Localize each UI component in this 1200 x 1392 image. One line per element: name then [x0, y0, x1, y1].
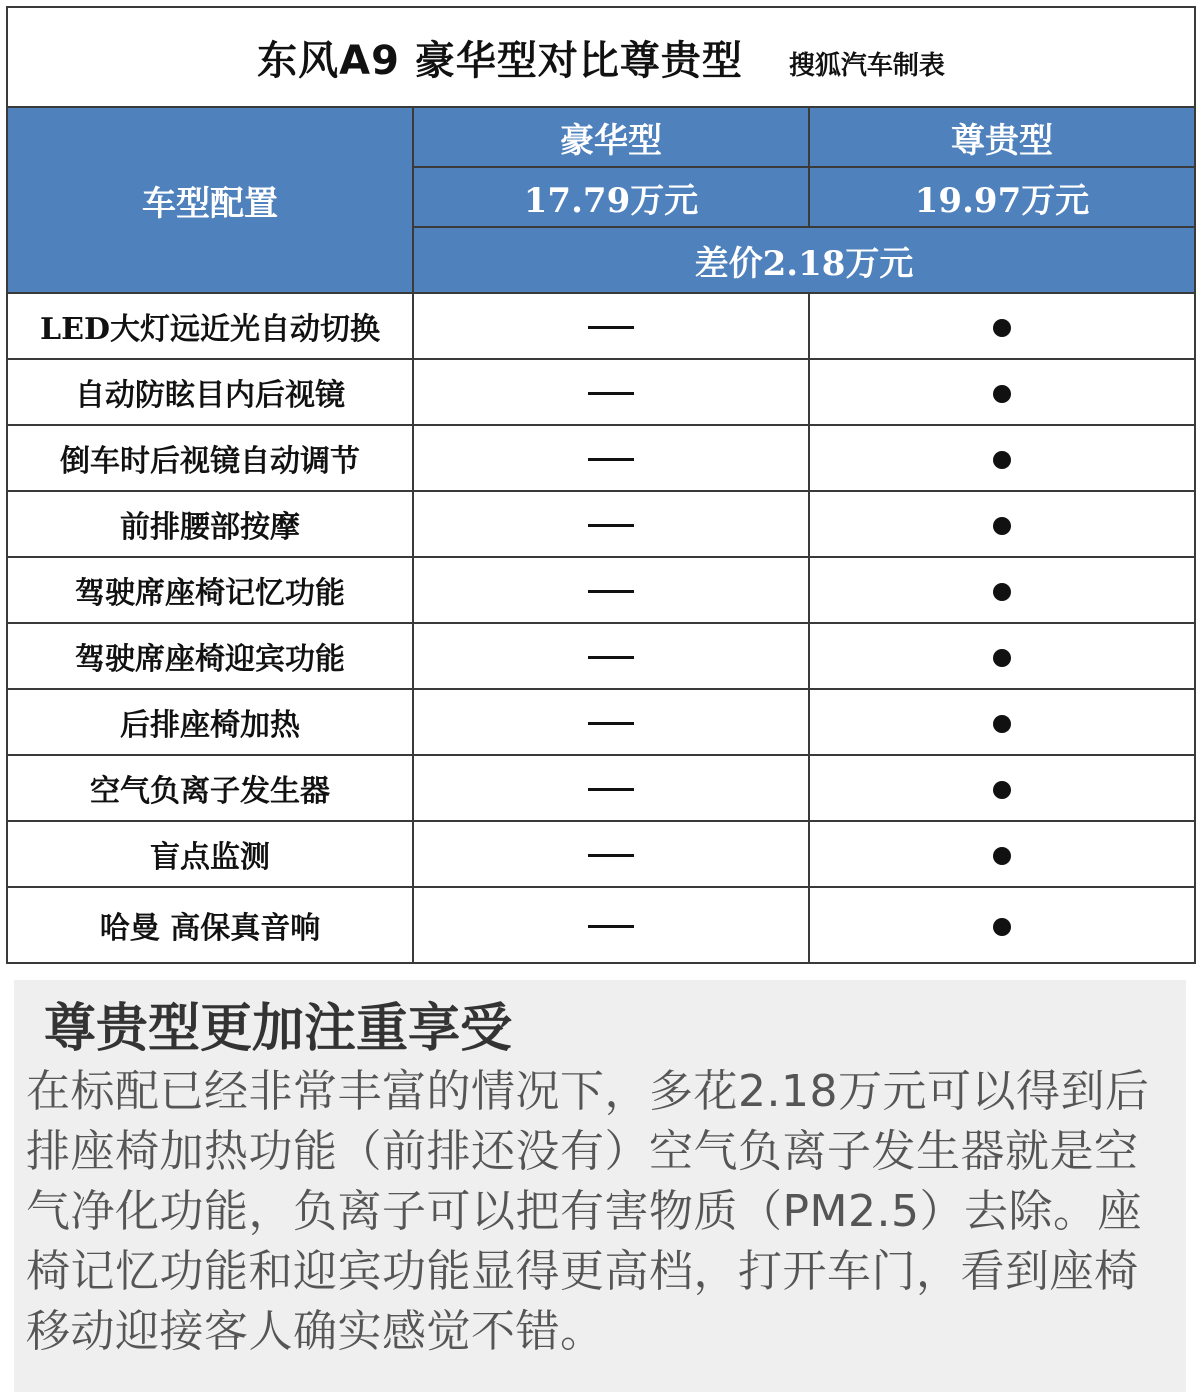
comparison-sheet	[6, 6, 1194, 964]
table-source: 搜狐汽车制表	[788, 50, 945, 81]
trim-b-value-cell	[809, 821, 1195, 887]
trim-a-value-cell	[413, 425, 809, 491]
commentary-title: 尊贵型更加注重享受	[44, 999, 513, 1059]
trim-b-value-cell	[809, 425, 1195, 491]
not-available-dash	[588, 656, 634, 659]
not-available-dash	[588, 326, 634, 329]
feature-name: 前排腰部按摩	[7, 491, 413, 557]
trim-a-price: 17.79万元	[413, 167, 809, 227]
standard-dot-icon	[993, 715, 1011, 733]
not-available-dash	[588, 722, 634, 725]
trim-a-name: 豪华型	[413, 107, 809, 167]
trim-b-value-cell	[809, 359, 1195, 425]
trim-b-value-cell	[809, 887, 1195, 963]
feature-name: 哈曼 高保真音响	[7, 887, 413, 963]
table-row	[7, 887, 1195, 963]
standard-dot-icon	[993, 517, 1011, 535]
table-row	[7, 491, 1195, 557]
header-trim-row	[7, 107, 1195, 167]
standard-dot-icon	[993, 451, 1011, 469]
not-available-dash	[588, 854, 634, 857]
trim-a-value-cell	[413, 689, 809, 755]
feature-name: 盲点监测	[7, 821, 413, 887]
trim-a-value-cell	[413, 359, 809, 425]
trim-a-value-cell	[413, 557, 809, 623]
standard-dot-icon	[993, 649, 1011, 667]
table-row	[7, 557, 1195, 623]
standard-dot-icon	[993, 781, 1011, 799]
feature-name: 驾驶席座椅记忆功能	[7, 557, 413, 623]
trim-b-name: 尊贵型	[809, 107, 1195, 167]
trim-a-value-cell	[413, 821, 809, 887]
standard-dot-icon	[993, 918, 1011, 936]
feature-rows	[7, 293, 1195, 963]
feature-name: LED大灯远近光自动切换	[7, 293, 413, 359]
trim-b-price: 19.97万元	[809, 167, 1195, 227]
not-available-dash	[588, 925, 634, 928]
table-title: 东风A9 豪华型对比尊贵型	[257, 37, 743, 84]
table-row	[7, 821, 1195, 887]
trim-a-value-cell	[413, 623, 809, 689]
commentary-body: 在标配已经非常丰富的情况下，多花2.18万元可以得到后排座椅加热功能（前排还没有）空气负离子发生器就是空气净化功能，负离子可以把有害物质（PM2.5）去除。座椅记忆功能和迎宾功能显得更高档，打开车门，看到座椅移动迎接客人确实感觉不错。	[26, 1066, 1150, 1357]
not-available-dash	[588, 788, 634, 791]
not-available-dash	[588, 524, 634, 527]
standard-dot-icon	[993, 319, 1011, 337]
feature-name: 空气负离子发生器	[7, 755, 413, 821]
config-label: 车型配置	[7, 107, 413, 293]
comparison-table	[6, 6, 1196, 964]
table-title-row	[7, 7, 1195, 107]
trim-a-value-cell	[413, 491, 809, 557]
not-available-dash	[588, 458, 634, 461]
trim-b-value-cell	[809, 755, 1195, 821]
trim-b-value-cell	[809, 623, 1195, 689]
not-available-dash	[588, 392, 634, 395]
standard-dot-icon	[993, 583, 1011, 601]
trim-a-value-cell	[413, 293, 809, 359]
feature-name: 后排座椅加热	[7, 689, 413, 755]
feature-name: 自动防眩目内后视镜	[7, 359, 413, 425]
standard-dot-icon	[993, 847, 1011, 865]
table-row	[7, 293, 1195, 359]
commentary-panel	[14, 980, 1186, 1392]
table-row	[7, 359, 1195, 425]
standard-dot-icon	[993, 385, 1011, 403]
price-difference: 差价2.18万元	[413, 227, 1195, 293]
trim-b-value-cell	[809, 293, 1195, 359]
feature-name: 驾驶席座椅迎宾功能	[7, 623, 413, 689]
feature-name: 倒车时后视镜自动调节	[7, 425, 413, 491]
not-available-dash	[588, 590, 634, 593]
trim-b-value-cell	[809, 557, 1195, 623]
trim-b-value-cell	[809, 491, 1195, 557]
table-row	[7, 623, 1195, 689]
trim-a-value-cell	[413, 887, 809, 963]
table-row	[7, 425, 1195, 491]
trim-b-value-cell	[809, 689, 1195, 755]
table-row	[7, 689, 1195, 755]
trim-a-value-cell	[413, 755, 809, 821]
table-title-cell	[7, 7, 1195, 107]
table-row	[7, 755, 1195, 821]
